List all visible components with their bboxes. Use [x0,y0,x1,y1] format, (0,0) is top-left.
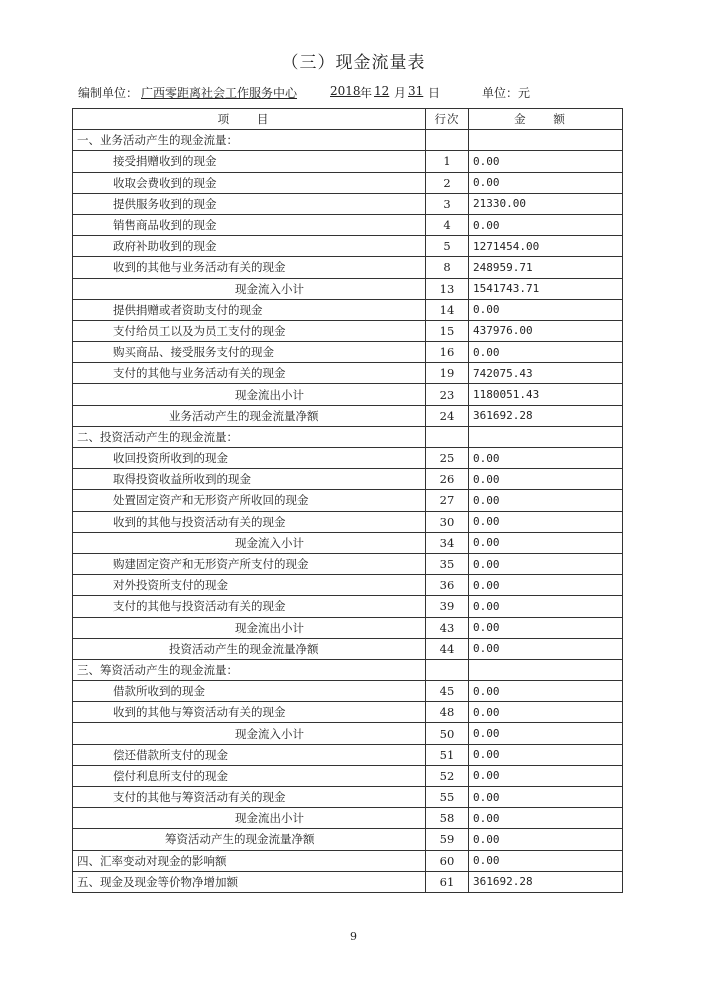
table-row [73,765,623,786]
item-cell: 支付的其他与投资活动有关的现金 [73,596,426,617]
table-row [73,448,623,469]
table-row [73,553,623,574]
item-cell: 四、汇率变动对现金的影响额 [73,850,426,871]
amount-cell: 0.00 [469,342,623,363]
row-number-cell: 35 [426,553,469,574]
item-cell: 现金流出小计 [73,384,426,405]
item-cell: 收到的其他与筹资活动有关的现金 [73,702,426,723]
row-number-cell: 24 [426,405,469,426]
item-cell: 处置固定资产和无形资产所收回的现金 [73,490,426,511]
row-number-cell: 27 [426,490,469,511]
amount-cell: 0.00 [469,787,623,808]
cash-flow-table [72,108,623,893]
table-row [73,193,623,214]
amount-cell: 0.00 [469,702,623,723]
table-row [73,617,623,638]
row-number-cell: 25 [426,448,469,469]
row-number-cell: 1 [426,151,469,172]
table-row [73,384,623,405]
item-cell: 取得投资收益所收到的现金 [73,469,426,490]
row-number-cell: 58 [426,808,469,829]
row-number-cell: 14 [426,299,469,320]
table-row [73,469,623,490]
item-cell: 偿付利息所支付的现金 [73,765,426,786]
date-year: 2018 [330,84,361,98]
table-row [73,214,623,235]
item-cell: 投资活动产生的现金流量净额 [73,638,426,659]
row-number-cell: 34 [426,532,469,553]
date-year-unit: 年 [360,86,373,100]
table-row [73,532,623,553]
row-number-cell: 30 [426,511,469,532]
table-row [73,172,623,193]
table-row [73,871,623,892]
table-row [73,426,623,447]
row-number-cell: 45 [426,681,469,702]
table-row [73,829,623,850]
item-cell: 支付的其他与业务活动有关的现金 [73,363,426,384]
item-cell: 购建固定资产和无形资产所支付的现金 [73,553,426,574]
row-number-cell: 43 [426,617,469,638]
amount-cell: 0.00 [469,172,623,193]
table-row [73,575,623,596]
row-number-cell [426,426,469,447]
item-cell: 现金流入小计 [73,723,426,744]
amount-cell: 0.00 [469,490,623,511]
amount-cell: 742075.43 [469,363,623,384]
table-row [73,681,623,702]
amount-cell: 0.00 [469,532,623,553]
table-row [73,320,623,341]
table-row [73,236,623,257]
item-cell: 销售商品收到的现金 [73,214,426,235]
item-cell: 三、筹资活动产生的现金流量： [73,659,426,680]
row-number-cell: 23 [426,384,469,405]
report-meta [78,84,667,100]
header-item: 项 目 [73,109,426,130]
item-cell: 筹资活动产生的现金流量净额 [73,829,426,850]
amount-cell: 0.00 [469,829,623,850]
item-cell: 支付的其他与筹资活动有关的现金 [73,787,426,808]
row-number-cell [426,130,469,151]
page-number: 9 [350,930,357,943]
table-row [73,278,623,299]
item-cell: 现金流入小计 [73,278,426,299]
amount-cell: 248959.71 [469,257,623,278]
amount-cell: 1180051.43 [469,384,623,405]
row-number-cell: 50 [426,723,469,744]
amount-cell: 0.00 [469,638,623,659]
amount-cell: 0.00 [469,723,623,744]
item-cell: 收到的其他与业务活动有关的现金 [73,257,426,278]
date-day: 31 [408,84,424,98]
table-row [73,405,623,426]
row-number-cell: 16 [426,342,469,363]
amount-cell: 361692.28 [469,405,623,426]
table-row [73,723,623,744]
table-row [73,342,623,363]
row-number-cell: 13 [426,278,469,299]
header-amount: 金 额 [469,109,623,130]
table-row [73,659,623,680]
table-row [73,638,623,659]
item-cell: 对外投资所支付的现金 [73,575,426,596]
row-number-cell: 15 [426,320,469,341]
page-title: （三）现金流量表 [281,53,426,73]
row-number-cell: 36 [426,575,469,596]
amount-cell: 0.00 [469,765,623,786]
amount-cell: 0.00 [469,575,623,596]
row-number-cell: 48 [426,702,469,723]
item-cell: 购买商品、接受服务支付的现金 [73,342,426,363]
amount-cell: 1541743.71 [469,278,623,299]
item-cell: 现金流出小计 [73,617,426,638]
row-number-cell: 8 [426,257,469,278]
amount-cell [469,426,623,447]
table-row [73,511,623,532]
org-label: 编制单位： [78,86,139,100]
amount-cell: 0.00 [469,448,623,469]
item-cell: 提供服务收到的现金 [73,193,426,214]
item-cell: 现金流入小计 [73,532,426,553]
date-day-unit: 日 [428,86,441,100]
table-row [73,744,623,765]
table-row [73,702,623,723]
row-number-cell: 59 [426,829,469,850]
table-body [73,130,623,893]
amount-cell: 0.00 [469,469,623,490]
item-cell: 收到的其他与投资活动有关的现金 [73,511,426,532]
table-row [73,808,623,829]
amount-cell: 0.00 [469,681,623,702]
amount-cell: 0.00 [469,511,623,532]
item-cell: 一、业务活动产生的现金流量： [73,130,426,151]
amount-cell: 361692.28 [469,871,623,892]
row-number-cell [426,659,469,680]
item-cell: 接受捐赠收到的现金 [73,151,426,172]
item-cell: 支付给员工以及为员工支付的现金 [73,320,426,341]
row-number-cell: 61 [426,871,469,892]
amount-cell: 0.00 [469,299,623,320]
item-cell: 提供捐赠或者资助支付的现金 [73,299,426,320]
row-number-cell: 2 [426,172,469,193]
item-cell: 借款所收到的现金 [73,681,426,702]
item-cell: 收回投资所收到的现金 [73,448,426,469]
unit-label: 单位：元 [482,86,531,100]
table-row [73,490,623,511]
row-number-cell: 60 [426,850,469,871]
amount-cell [469,130,623,151]
row-number-cell: 19 [426,363,469,384]
item-cell: 二、投资活动产生的现金流量： [73,426,426,447]
item-cell: 偿还借款所支付的现金 [73,744,426,765]
table-row [73,363,623,384]
row-number-cell: 52 [426,765,469,786]
row-number-cell: 3 [426,193,469,214]
org-name: 广西零距离社会工作服务中心 [141,86,298,100]
amount-cell: 0.00 [469,596,623,617]
amount-cell: 0.00 [469,214,623,235]
row-number-cell: 55 [426,787,469,808]
item-cell: 收取会费收到的现金 [73,172,426,193]
item-cell: 现金流出小计 [73,808,426,829]
amount-cell: 437976.00 [469,320,623,341]
amount-cell: 0.00 [469,553,623,574]
amount-cell [469,659,623,680]
table-row [73,787,623,808]
amount-cell: 0.00 [469,151,623,172]
amount-cell: 0.00 [469,617,623,638]
date-month-unit: 月 [394,86,407,100]
table-row [73,596,623,617]
amount-cell: 0.00 [469,744,623,765]
row-number-cell: 51 [426,744,469,765]
row-number-cell: 44 [426,638,469,659]
amount-cell: 21330.00 [469,193,623,214]
row-number-cell: 39 [426,596,469,617]
item-cell: 政府补助收到的现金 [73,236,426,257]
table-row [73,130,623,151]
item-cell: 业务活动产生的现金流量净额 [73,405,426,426]
amount-cell: 0.00 [469,808,623,829]
row-number-cell: 5 [426,236,469,257]
table-header-row [73,109,623,130]
amount-cell: 1271454.00 [469,236,623,257]
row-number-cell: 4 [426,214,469,235]
table-row [73,151,623,172]
table-row [73,257,623,278]
item-cell: 五、现金及现金等价物净增加额 [73,871,426,892]
amount-cell: 0.00 [469,850,623,871]
header-row-number: 行次 [426,109,469,130]
date-month: 12 [374,84,390,98]
table-row [73,299,623,320]
row-number-cell: 26 [426,469,469,490]
table-row [73,850,623,871]
